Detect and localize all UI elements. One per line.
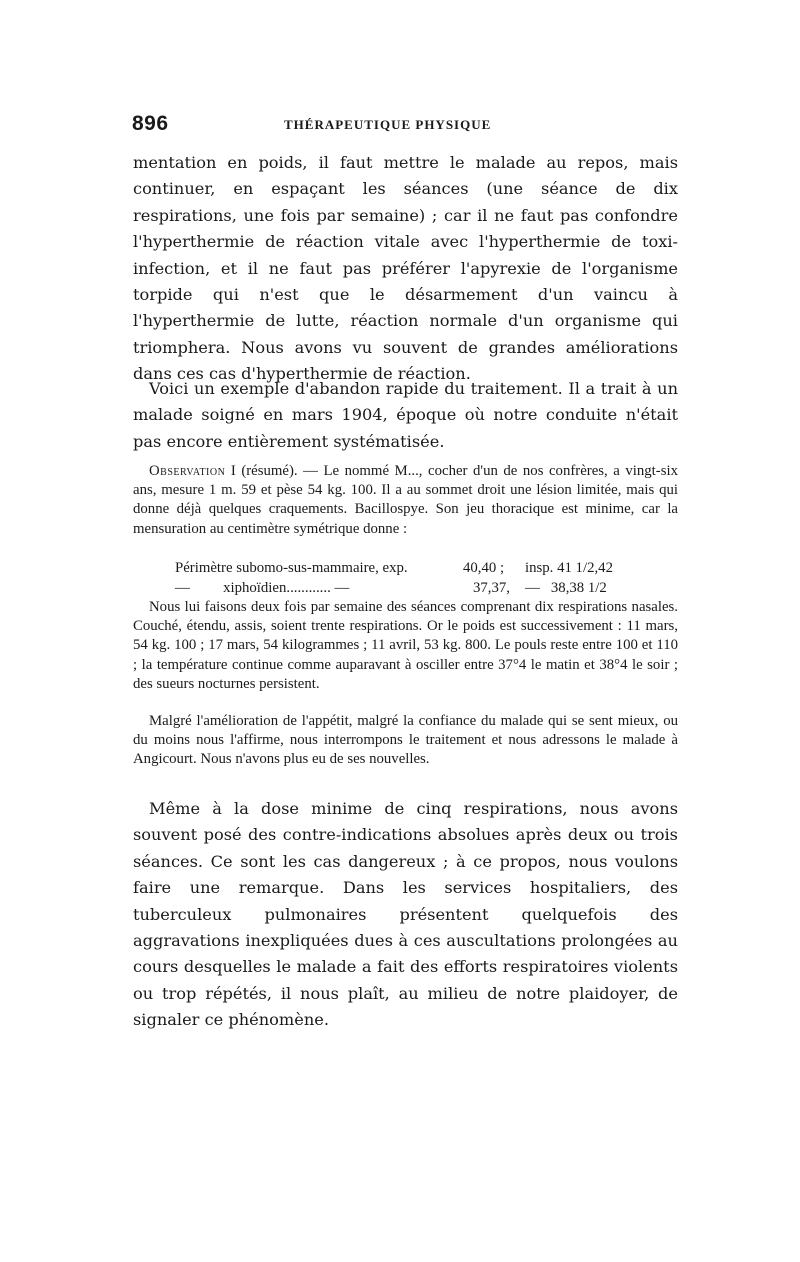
measurement-insp: — 38,38 1/2 [525, 580, 607, 596]
paragraph-3 [133, 796, 678, 1034]
observation-intro [133, 462, 678, 539]
page-number: 896 [132, 112, 169, 135]
measurement-insp: insp. 41 1/2,42 [525, 560, 613, 576]
paragraph-2-text: Voici un exemple d'abandon rapide du traitement. Il a trait à un malade soigné en mars 1904, époque où notre conduite n'était pas encore entièrement systématisée. [133, 379, 678, 451]
paragraph-1-text: mentation en poids, il faut mettre le malade au repos, mais continuer, en espaçant les séances (une séance de dix respirations, une fois par semaine) ; car il ne faut pas confondre l'hyperthermie de réaction vitale avec l'hyperthermie de toxi-infection, et il ne faut pas préférer l'apyrexie de l'organisme torpide qui n'est que le désarmement d'un vaincu à l'hyperthermie de lutte, réaction normale d'un organisme qui triomphera. Nous avons vu souvent de grandes améliorations dans ces cas d'hyperthermie de réaction. [133, 153, 678, 384]
observation-continuation [133, 598, 678, 694]
paragraph-2 [133, 376, 678, 455]
measurement-row [133, 558, 678, 578]
running-head: THÉRAPEUTIQUE PHYSIQUE [284, 117, 492, 132]
page-header [132, 112, 680, 142]
measurement-label: — xiphoïdien............ — [175, 580, 350, 596]
observation-ending [133, 712, 678, 770]
observation-ending-text: Malgré l'amélioration de l'appétit, malgré la confiance du malade qui se sent mieux, ou du moins nous l'affirme, nous interrompons le traitement et nous adressons le malade à Angicourt. Nous n'avons plus eu de ses nouvelles. [133, 713, 678, 768]
measurement-row [133, 578, 678, 598]
measurement-exp: 37,37, [473, 580, 510, 596]
observation-intro-text: I (résumé). — Le nommé M..., cocher d'un de nos confrères, a vingt-six ans, mesure 1 m. 59 et pèse 54 kg. 100. Il a au sommet droit une lésion limitée, mais qui donne déjà quelques craquements. Bacillospye. Son jeu thoracique est minime, car la mensuration au centimètre symétrique donne : [133, 463, 678, 537]
observation-heading: Observation [149, 463, 226, 479]
observation-continuation-text: Nous lui faisons deux fois par semaine des séances comprenant dix respirations nasales. Couché, étendu, assis, soient trente respirations. Or le poids est successivement : 11 mars, 54 kg. 100 ; 17 mars, 54 kilogrammes ; 11 avril, 53 kg. 800. Le pouls reste entre 100 et 110 ; la température continue comme auparavant à osciller entre 37°4 le matin et 38°4 le soir ; des sueurs nocturnes persistent. [133, 599, 678, 692]
paragraph-1 [133, 150, 678, 388]
measurement-exp: 40,40 ; [463, 560, 505, 576]
measurement-label: Périmètre subomo-sus-mammaire, exp. [175, 560, 408, 576]
paragraph-3-text: Même à la dose minime de cinq respirations, nous avons souvent posé des contre-indications absolues après deux ou trois séances. Ce sont les cas dangereux ; à ce propos, nous voulons faire une remarque. Dans les services hospitaliers, des tuberculeux pulmonaires présentent quelquefois des aggravations inexpliquées dues à ces auscultations prolongées au cours desquelles le malade a fait des efforts respiratoires violents ou trop répétés, il nous plaît, au milieu de notre plaidoyer, de signaler ce phénomène. [133, 799, 678, 1030]
